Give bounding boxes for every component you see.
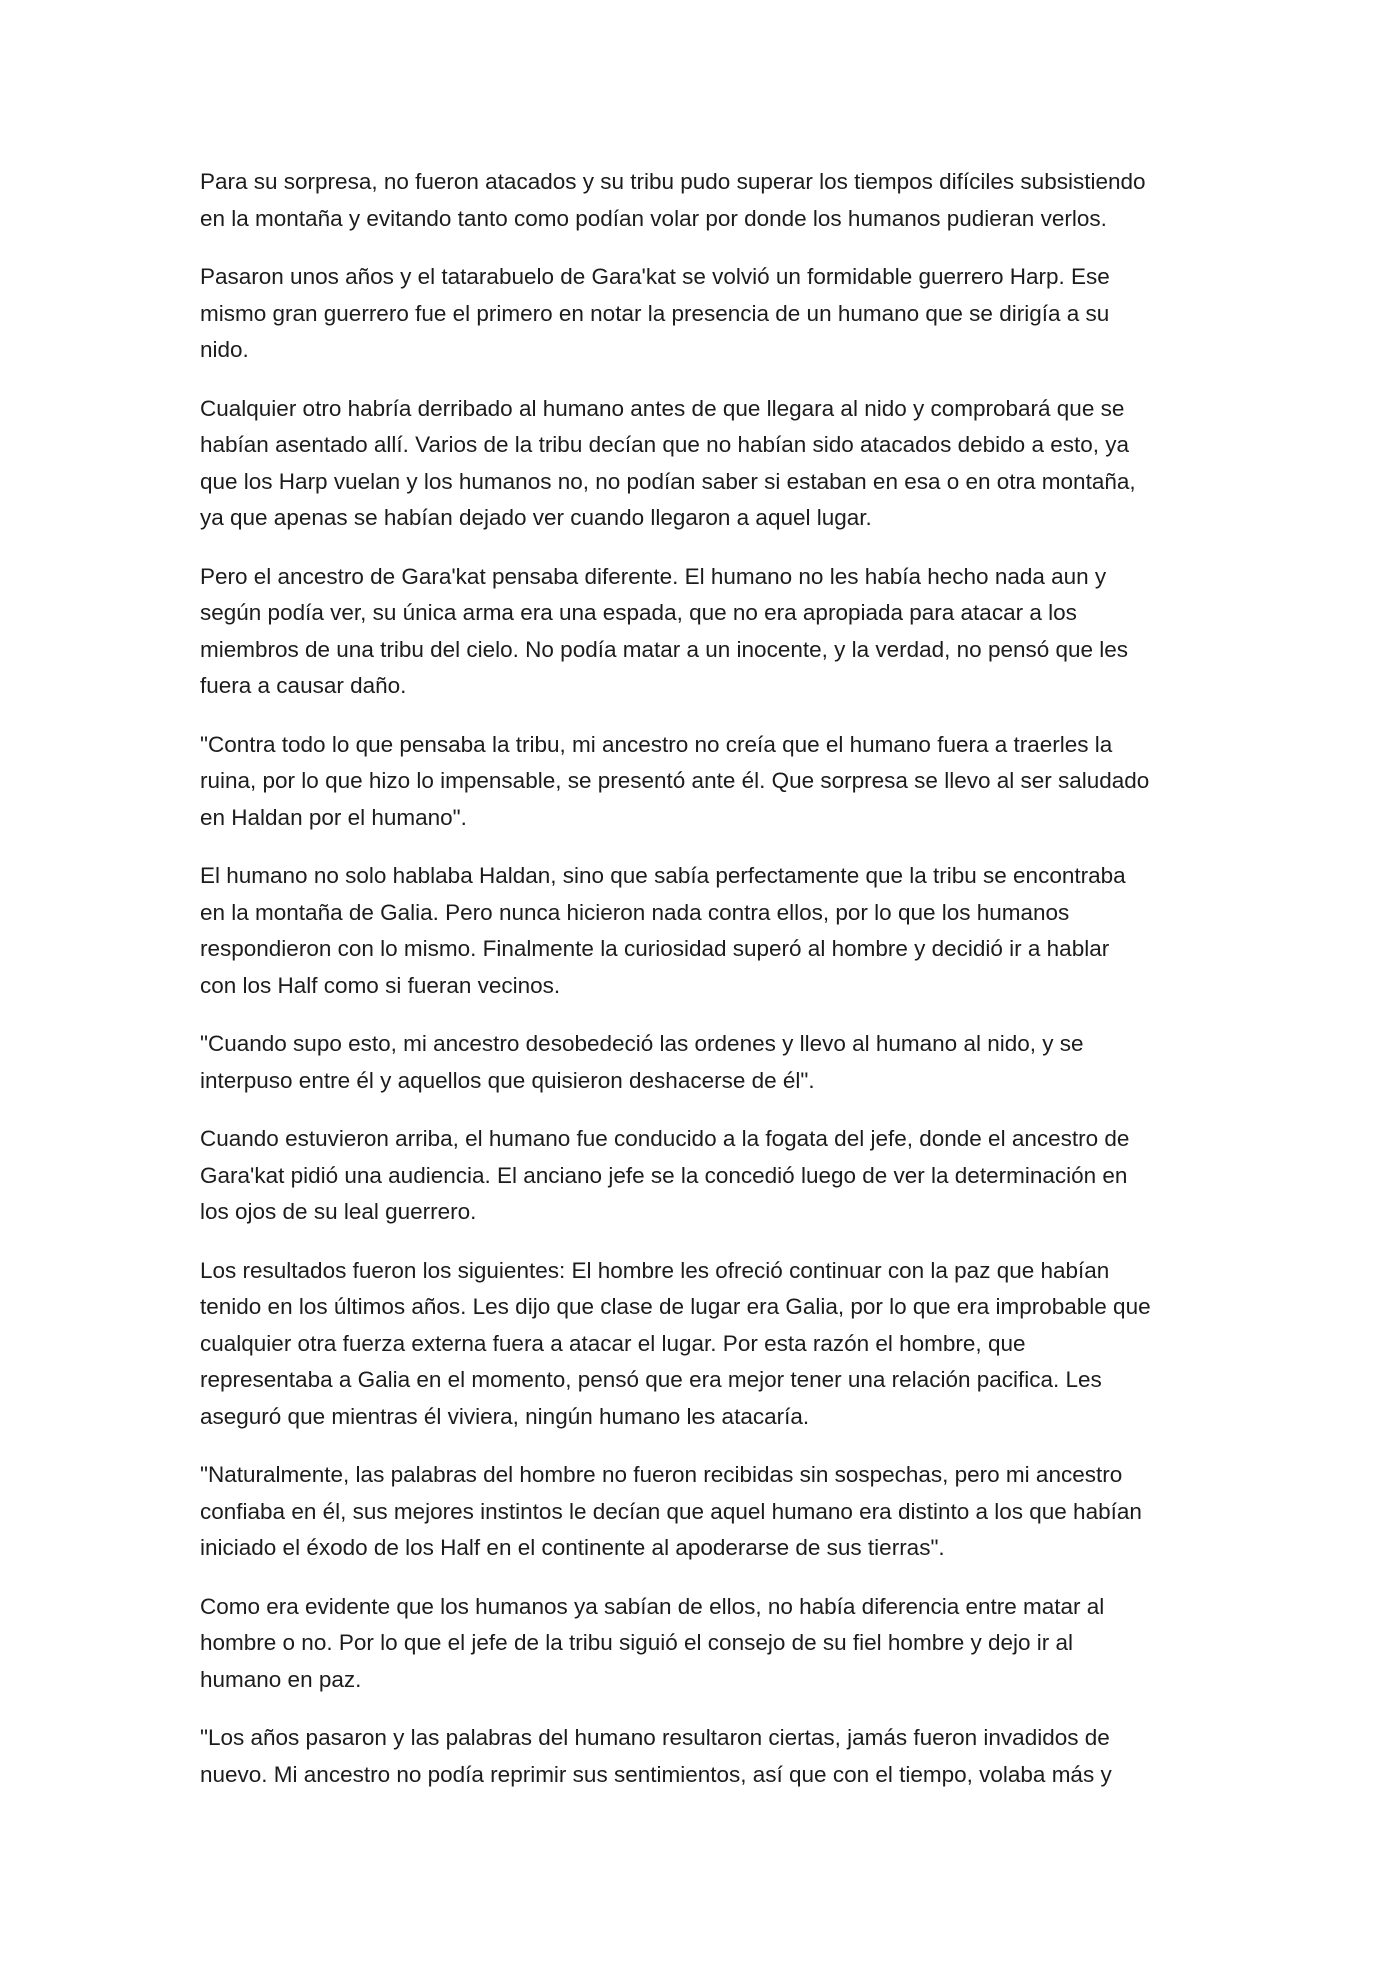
paragraph: Cuando estuvieron arriba, el humano fue conducido a la fogata del jefe, donde el ancestro de Gara'kat pidió una audiencia. El anciano jefe se la concedió luego de ver la determinación en los ojos de su leal guerrero. — [200, 1126, 1130, 1224]
document-body — [200, 164, 1205, 1815]
paragraph: "Contra todo lo que pensaba la tribu, mi ancestro no creía que el humano fuera a traerles la ruina, por lo que hizo lo impensable, se presentó ante él. Que sorpresa se llevo al ser saludado en Haldan por el humano". — [200, 731, 1150, 830]
paragraph: Como era evidente que los humanos ya sabían de ellos, no había diferencia entre matar al hombre o no. Por lo que el jefe de la tribu siguió el consejo de su fiel hombre y dejo ir al humano en paz. — [200, 1593, 1105, 1692]
paragraph: "Naturalmente, las palabras del hombre no fueron recibidas sin sospechas, pero mi ancestro confiaba en él, sus mejores instintos le decían que aquel humano era distinto a los que habían iniciado el éxodo de los Half en el continente al apoderarse de sus tierras". — [200, 1462, 1142, 1560]
paragraph: Para su sorpresa, no fueron atacados y su tribu pudo superar los tiempos difíciles subsistiendo en la montaña y evitando tanto como podían volar por donde los humanos pudieran verlos. — [200, 169, 1146, 231]
paragraph: Pasaron unos años y el tatarabuelo de Gara'kat se volvió un formidable guerrero Harp. Ese mismo gran guerrero fue el primero en notar la presencia de un humano que se dirigía a su nido. — [200, 264, 1110, 362]
paragraph: Pero el ancestro de Gara'kat pensaba diferente. El humano no les había hecho nada aun y según podía ver, su única arma era una espada, que no era apropiada para atacar a los miembros de una tribu del cielo. No podía matar a un inocente, y la verdad, no pensó que les fuera a causar daño. — [200, 563, 1129, 698]
paragraph: "Los años pasaron y las palabras del humano resultaron ciertas, jamás fueron invadidos de nuevo. Mi ancestro no podía reprimir sus sentimientos, así que con el tiempo, volaba más y — [200, 1725, 1112, 1787]
paragraph: El humano no solo hablaba Haldan, sino que sabía perfectamente que la tribu se encontraba en la montaña de Galia. Pero nunca hicieron nada contra ellos, por lo que los humanos respondieron con lo mismo. Finalmente la curiosidad superó al hombre y decidió ir a hablar con los Half como si fueran vecinos. — [200, 863, 1126, 998]
paragraph: Cualquier otro habría derribado al humano antes de que llegara al nido y comprobará que se habían asentado allí. Varios de la tribu decían que no habían sido atacados debido a esto, ya que los Harp vuelan y los humanos no, no podían saber si estaban en esa o en otra montaña, ya que apenas se habían dejado ver cuando llegaron a aquel lugar. — [200, 395, 1136, 530]
paragraph: Los resultados fueron los siguientes: El hombre les ofreció continuar con la paz que habían tenido en los últimos años. Les dijo que clase de lugar era Galia, por lo que era improbable que cualquier otra fuerza externa fuera a atacar el lugar. Por esta razón el hombre, que representaba a Galia en el momento, pensó que era mejor tener una relación pacifica. Les aseguró que mientras él viviera, ningún humano les atacaría. — [200, 1257, 1151, 1429]
paragraph: "Cuando supo esto, mi ancestro desobedeció las ordenes y llevo al humano al nido, y se interpuso entre él y aquellos que quisieron deshacerse de él". — [200, 1031, 1084, 1093]
